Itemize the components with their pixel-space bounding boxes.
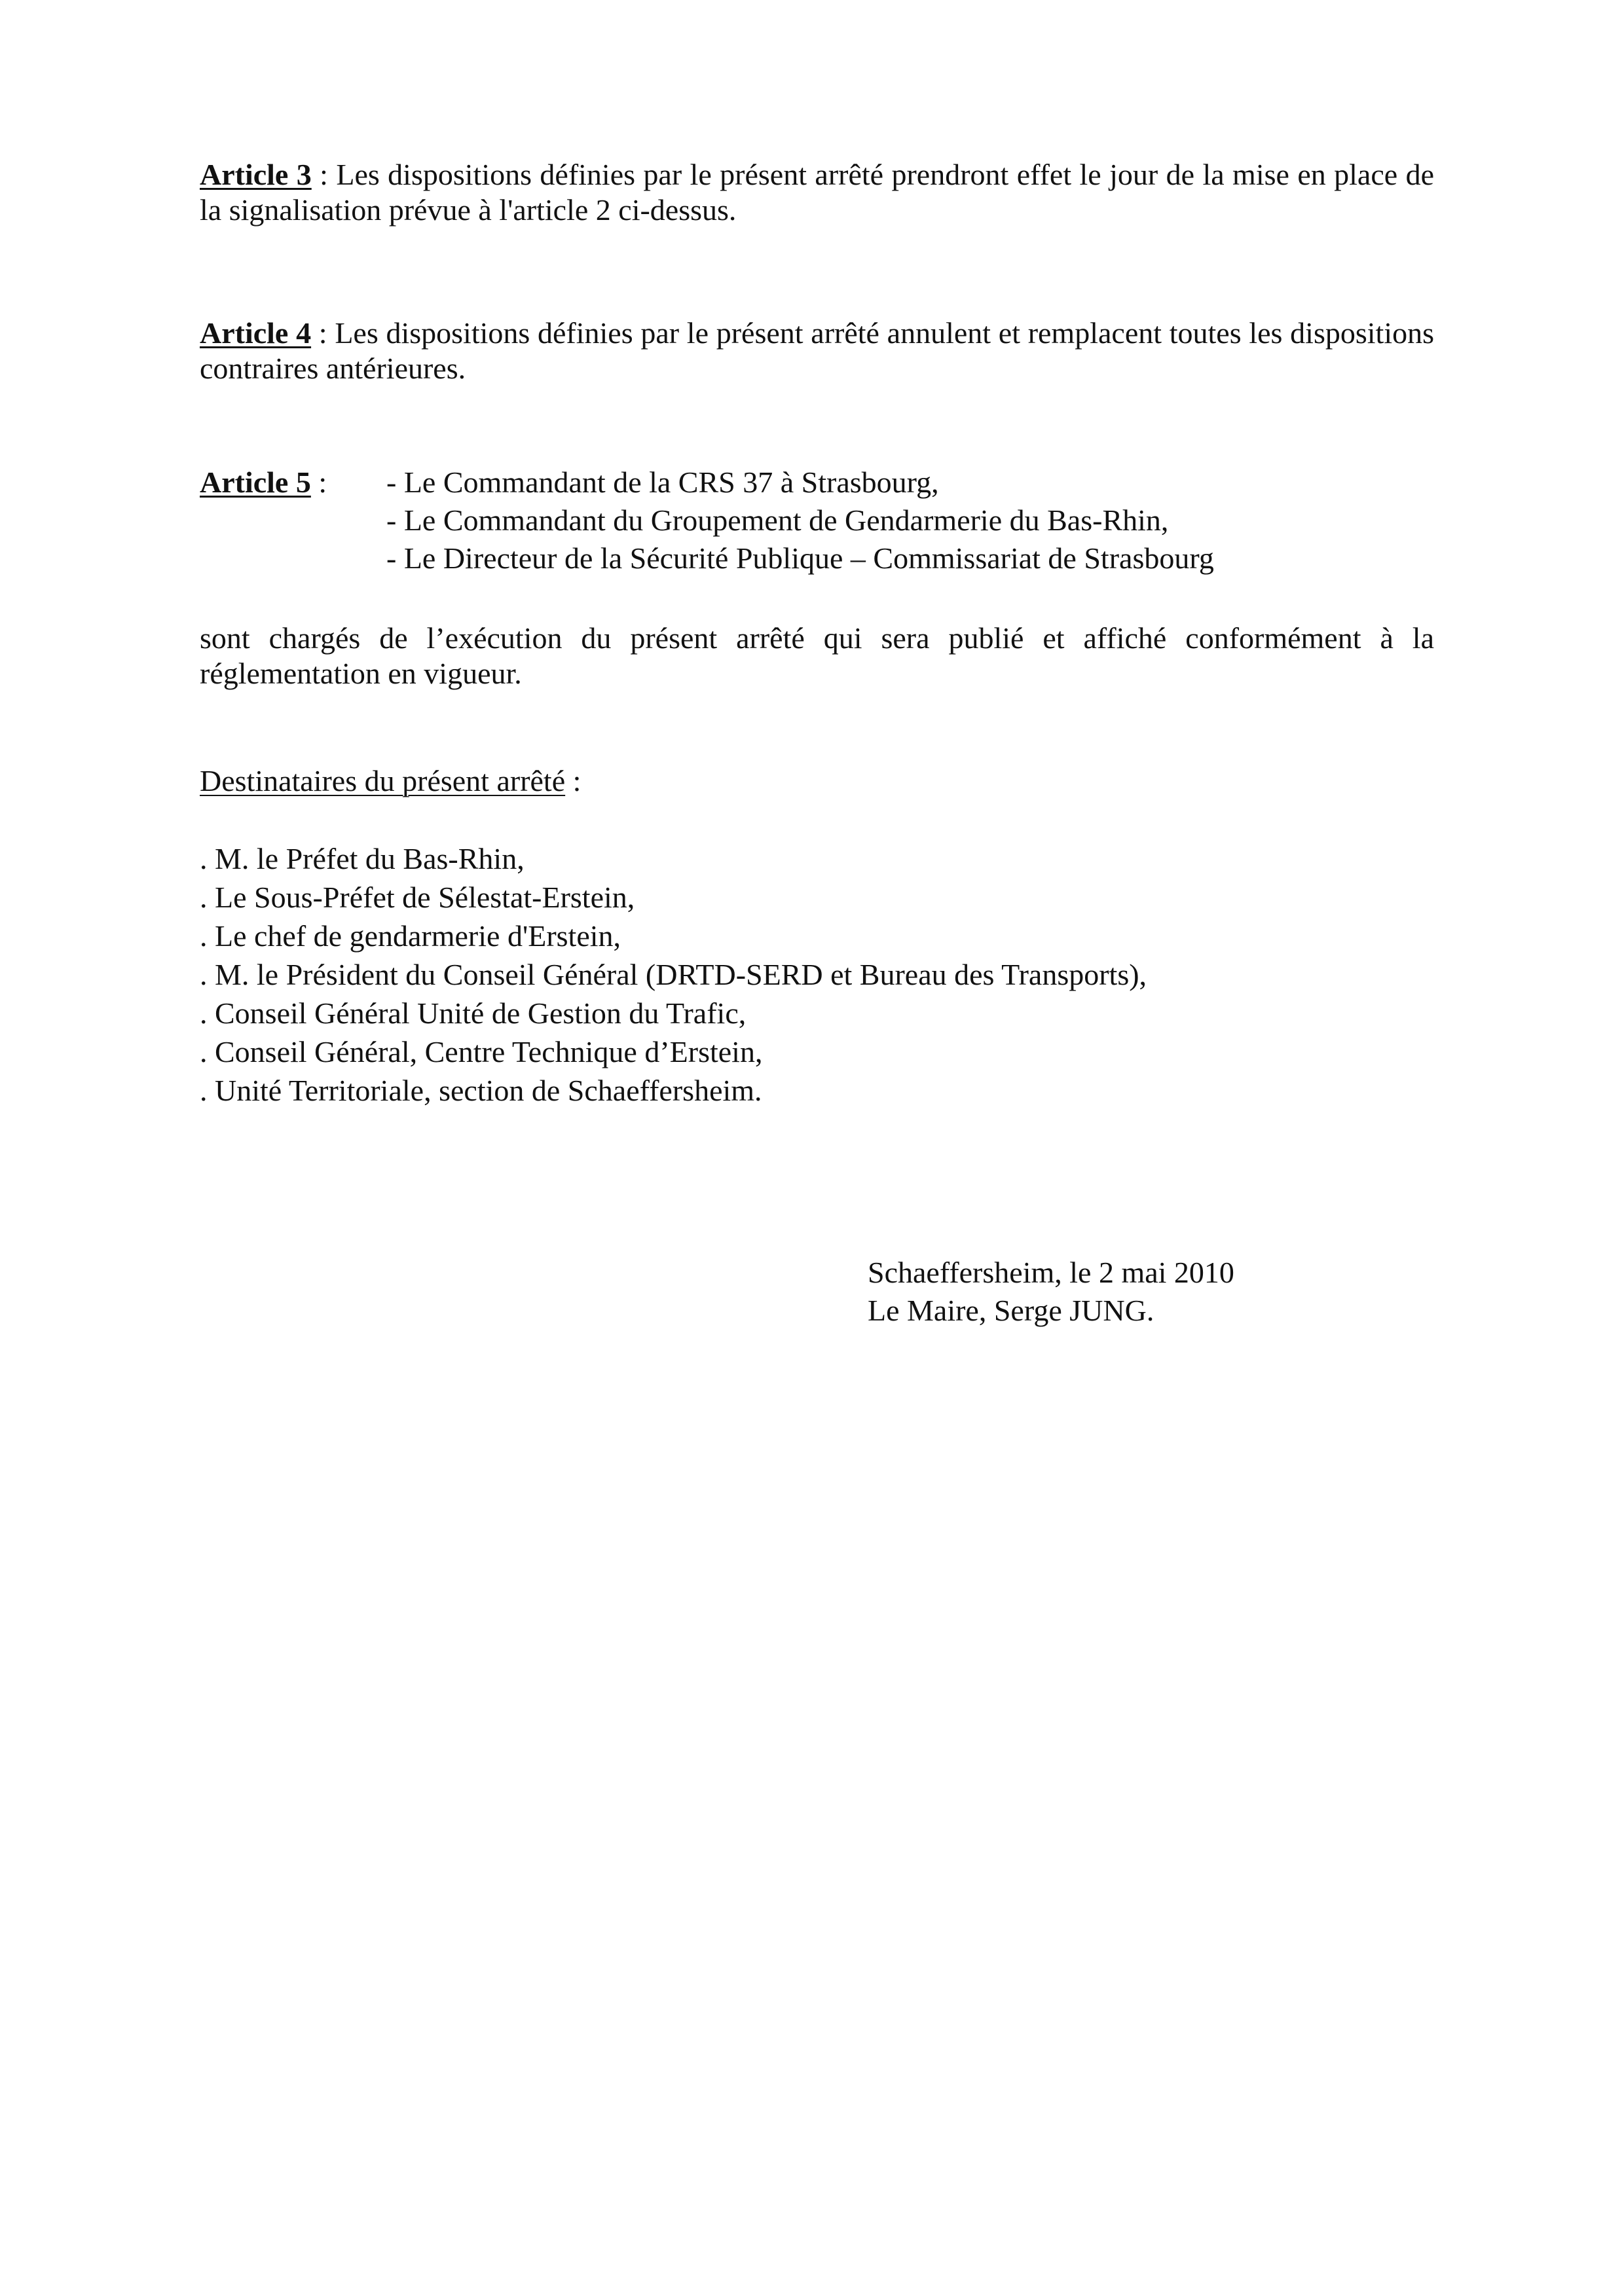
recipient-item: . Conseil Général, Centre Technique d’Erstein, (200, 1035, 763, 1068)
recipients-title-block (200, 763, 581, 799)
article-5-item: - Le Directeur de la Sécurité Publique – Commissariat de Strasbourg (386, 541, 1214, 575)
execution-text: sont chargés de l’exécution du présent arrêté qui sera publié et affiché conformément à la réglementation en vigueur. (200, 621, 1434, 690)
signature-place-date: Schaeffersheim, le 2 mai 2010 (868, 1256, 1234, 1289)
article-5-heading-block (200, 465, 327, 500)
article-4-separator: : (311, 316, 335, 350)
recipients-title-suffix: : (565, 764, 581, 797)
article-5-separator: : (310, 465, 327, 499)
recipient-item: . Conseil Général Unité de Gestion du Trafic, (200, 996, 747, 1030)
article-4-paragraph (200, 316, 1434, 386)
recipients-title: Destinataires du présent arrêté (200, 764, 566, 797)
article-3-text: Les dispositions définies par le présent arrêté prendront effet le jour de la mise en place de la signalisation prévue à l'article 2 ci-dessus. (200, 158, 1435, 227)
article-5-item: - Le Commandant de la CRS 37 à Strasbourg, (386, 465, 939, 499)
recipient-item: . Le chef de gendarmerie d'Erstein, (200, 919, 621, 953)
recipient-item: . M. le Préfet du Bas-Rhin, (200, 842, 525, 875)
recipient-item: . Unité Territoriale, section de Schaeffersheim. (200, 1074, 762, 1107)
signature-block (868, 1254, 1234, 1330)
recipient-item: . Le Sous-Préfet de Sélestat-Erstein, (200, 881, 635, 914)
article-3-paragraph (200, 157, 1434, 228)
recipient-item: . M. le Président du Conseil Général (DRTD-SERD et Bureau des Transports), (200, 958, 1147, 991)
recipients-list (200, 841, 1147, 1112)
signature-signatory: Le Maire, Serge JUNG. (868, 1294, 1154, 1327)
article-4-text: Les dispositions définies par le présent arrêté annulent et remplacent toutes les dispositions contraires antérieures. (200, 316, 1435, 385)
article-4-heading: Article 4 (200, 316, 312, 350)
article-5-list (386, 465, 1214, 579)
article-3-heading: Article 3 (200, 158, 312, 191)
article-5-heading: Article 5 (200, 465, 311, 499)
execution-paragraph (200, 621, 1434, 691)
article-5-item: - Le Commandant du Groupement de Gendarmerie du Bas-Rhin, (386, 503, 1169, 537)
article-3-separator: : (311, 158, 337, 191)
